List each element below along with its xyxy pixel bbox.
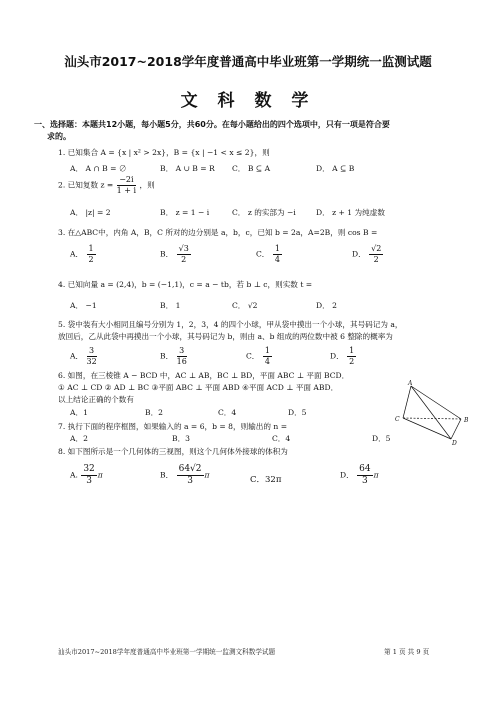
q8-b-pi: π bbox=[204, 470, 210, 480]
q3-d-den: 2 bbox=[373, 255, 379, 264]
q8-d-pi: π bbox=[373, 470, 379, 480]
pyramid-figure bbox=[395, 380, 475, 446]
q6-option-b: B．2 bbox=[145, 408, 164, 417]
q6-option-a: A．1 bbox=[70, 408, 88, 417]
q5-option-b bbox=[160, 347, 188, 366]
edge-ac bbox=[403, 386, 411, 418]
q1-option-a: A． A ∩ B = ∅ bbox=[70, 164, 127, 173]
q2-stem-post: ，则 bbox=[139, 180, 155, 190]
q6-option-c: C．4 bbox=[218, 408, 237, 417]
q8-option-d-label: D． bbox=[340, 470, 354, 480]
q3-option-b-fraction bbox=[177, 245, 191, 264]
q1-option-b: B． A ∪ B = R bbox=[160, 164, 215, 173]
q3-option-d-label: D． bbox=[352, 249, 366, 259]
q5-d-den: 2 bbox=[349, 357, 355, 366]
q5-option-c-fraction bbox=[263, 347, 272, 366]
q6-option-d: D．5 bbox=[288, 408, 307, 417]
page-number: 第 1 页 共 9 页 bbox=[384, 648, 430, 656]
q8-a-den: 3 bbox=[86, 476, 92, 486]
q5-d-num: 1 bbox=[349, 346, 355, 355]
q2-option-c: C． z 的实部为 −i bbox=[232, 208, 296, 217]
q5-option-a bbox=[70, 347, 98, 366]
q5-b-num: 3 bbox=[177, 347, 187, 357]
q6-stem-line2: ① AC ⊥ CD ② AD ⊥ BC ③平面 ABC ⊥ 平面 ABD ④平面 ACD ⊥ 平面 ABD． bbox=[58, 383, 339, 392]
q7-option-a: A．2 bbox=[70, 434, 88, 443]
q3-option-d bbox=[352, 245, 384, 264]
q2-numerator: −2i bbox=[117, 176, 136, 186]
q6-stem-line3: 以上结论正确的个数有 bbox=[58, 395, 134, 404]
q5-stem-line2: 放回后，乙从此袋中再摸出一个小球，其号码记为 b，则由 a、b 组成的两位数中被 6 整除的概率为 bbox=[58, 332, 393, 341]
q3-option-a bbox=[70, 245, 97, 264]
q1-option-d: D． A ⊆ B bbox=[316, 164, 355, 173]
vertex-b-label: B bbox=[464, 417, 469, 424]
q8-option-c: C．32π bbox=[250, 475, 282, 485]
subject-heading: 文 科 数 学 bbox=[180, 91, 316, 111]
edge-ad bbox=[411, 386, 451, 439]
edge-cb bbox=[403, 418, 461, 419]
q5-option-b-label: B． bbox=[160, 351, 174, 361]
q2-option-d: D． z + 1 为纯虚数 bbox=[316, 208, 385, 217]
edge-bd bbox=[451, 419, 461, 439]
section-heading-cont: 求的。 bbox=[47, 132, 71, 141]
q5-stem-line1: 5. 袋中装有大小相同且编号分别为 1，2，3，4 的四个小球，甲从袋中摸出一个小球，其号码记为 a， bbox=[58, 320, 403, 329]
q2-stem bbox=[58, 176, 155, 195]
exam-title: 汕头市2017~2018学年度普通高中毕业班第一学期统一监测试题 bbox=[64, 54, 432, 69]
q2-option-b: B． z = 1 − i bbox=[160, 208, 210, 217]
q7-stem: 7. 执行下面的程序框图，如果输入的 a = 6，b = 8，则输出的 n = bbox=[58, 422, 288, 431]
q5-option-b-fraction bbox=[177, 347, 187, 366]
q8-option-d-fraction bbox=[357, 465, 372, 486]
q5-option-d-fraction bbox=[347, 347, 356, 366]
q4-option-b: B． 1 bbox=[160, 301, 181, 310]
q8-option-a bbox=[70, 465, 103, 486]
q3-c-den: 4 bbox=[274, 255, 280, 264]
q3-c-num: 1 bbox=[274, 244, 280, 253]
q8-option-b bbox=[160, 465, 210, 486]
section-heading: 一、选择题：本题共12小题，每小题5分，共60分。在每小题给出的四个选项中，只有一项是符合要 bbox=[34, 120, 390, 129]
q8-b-den: 3 bbox=[187, 476, 193, 486]
q3-option-c-label: C． bbox=[256, 249, 270, 259]
q8-option-b-label: B． bbox=[160, 470, 174, 480]
q3-b-num: √3 bbox=[178, 244, 189, 253]
q3-option-b bbox=[160, 245, 192, 264]
footer-title: 汕头市2017~2018学年度普通高中毕业班第一学期统一监测文科数学试题 bbox=[58, 648, 276, 656]
q7-option-d: D．5 bbox=[372, 434, 391, 443]
q8-b-num: 64√2 bbox=[178, 464, 202, 474]
q6-stem-line1: 6. 如图，在三棱锥 A − BCD 中，AC ⊥ AB，BC ⊥ BD，平面 ABC ⊥ 平面 BCD． bbox=[58, 371, 350, 380]
q1-option-c: C． B ⊆ A bbox=[232, 164, 271, 173]
edge-ab bbox=[411, 386, 461, 419]
q3-a-num: 1 bbox=[88, 244, 94, 253]
q7-option-c: C．4 bbox=[272, 434, 291, 443]
q8-a-pi: π bbox=[97, 470, 103, 480]
q2-stem-pre: 2. 已知复数 z = bbox=[58, 180, 114, 190]
q3-option-d-fraction bbox=[369, 245, 383, 264]
q5-b-den: 16 bbox=[176, 357, 187, 366]
q3-option-a-label: A． bbox=[70, 249, 84, 259]
q4-stem: 4. 已知向量 a = (2,4)，b = (−1,1)，c = a − tb，若 b ⊥ c，则实数 t = bbox=[58, 280, 313, 289]
vertex-d-label: D bbox=[452, 440, 457, 446]
q5-option-a-label: A． bbox=[70, 351, 84, 361]
q8-option-b-fraction bbox=[177, 465, 204, 486]
q2-option-a: A． |z| = 2 bbox=[70, 208, 111, 217]
q4-option-c: C． √2 bbox=[232, 301, 258, 310]
q3-option-a-fraction bbox=[87, 245, 96, 264]
q5-option-c bbox=[246, 347, 273, 366]
q3-option-b-label: B． bbox=[160, 249, 174, 259]
q8-stem: 8. 如下图所示是一个几何体的三视图，则这个几何体外接球的体积为 bbox=[58, 447, 288, 456]
q5-option-a-fraction bbox=[87, 347, 97, 366]
vertex-a-label: A bbox=[408, 380, 413, 387]
q5-option-c-label: C． bbox=[246, 351, 260, 361]
q1-stem: 1. 已知集合 A = {x | x² > 2x}，B = {x | −1 < x ≤ 2}，则 bbox=[58, 148, 270, 157]
q5-a-num: 3 bbox=[87, 347, 97, 357]
q3-option-c-fraction bbox=[273, 245, 282, 264]
q5-c-den: 4 bbox=[264, 357, 270, 366]
q3-option-c bbox=[256, 245, 283, 264]
q4-option-d: D． 2 bbox=[316, 301, 337, 310]
q8-a-num: 32 bbox=[83, 464, 95, 474]
q7-option-b: B．3 bbox=[172, 434, 191, 443]
q8-d-den: 3 bbox=[361, 476, 368, 486]
q8-option-a-fraction bbox=[81, 465, 96, 486]
vertex-c-label: C bbox=[395, 416, 400, 423]
q5-c-num: 1 bbox=[264, 346, 270, 355]
q2-denominator: 1 + i bbox=[116, 186, 137, 195]
q3-a-den: 2 bbox=[88, 255, 94, 264]
edge-cd bbox=[403, 418, 451, 439]
q5-option-d-label: D． bbox=[330, 351, 344, 361]
q3-d-num: √2 bbox=[371, 244, 382, 253]
q5-a-den: 32 bbox=[86, 357, 97, 366]
q8-d-num: 64 bbox=[359, 464, 371, 474]
q8-option-d bbox=[340, 465, 379, 486]
q3-stem: 3. 在△ABC中，内角 A，B，C 所对的边分别是 a，b，c，已知 b = 2a，A=2B，则 cos B = bbox=[58, 228, 378, 237]
q8-option-a-label: A. bbox=[70, 470, 78, 480]
q5-option-d bbox=[330, 347, 357, 366]
q2-fraction bbox=[117, 176, 136, 195]
q4-option-a: A． −1 bbox=[70, 301, 97, 310]
q3-b-den: 2 bbox=[181, 255, 187, 264]
